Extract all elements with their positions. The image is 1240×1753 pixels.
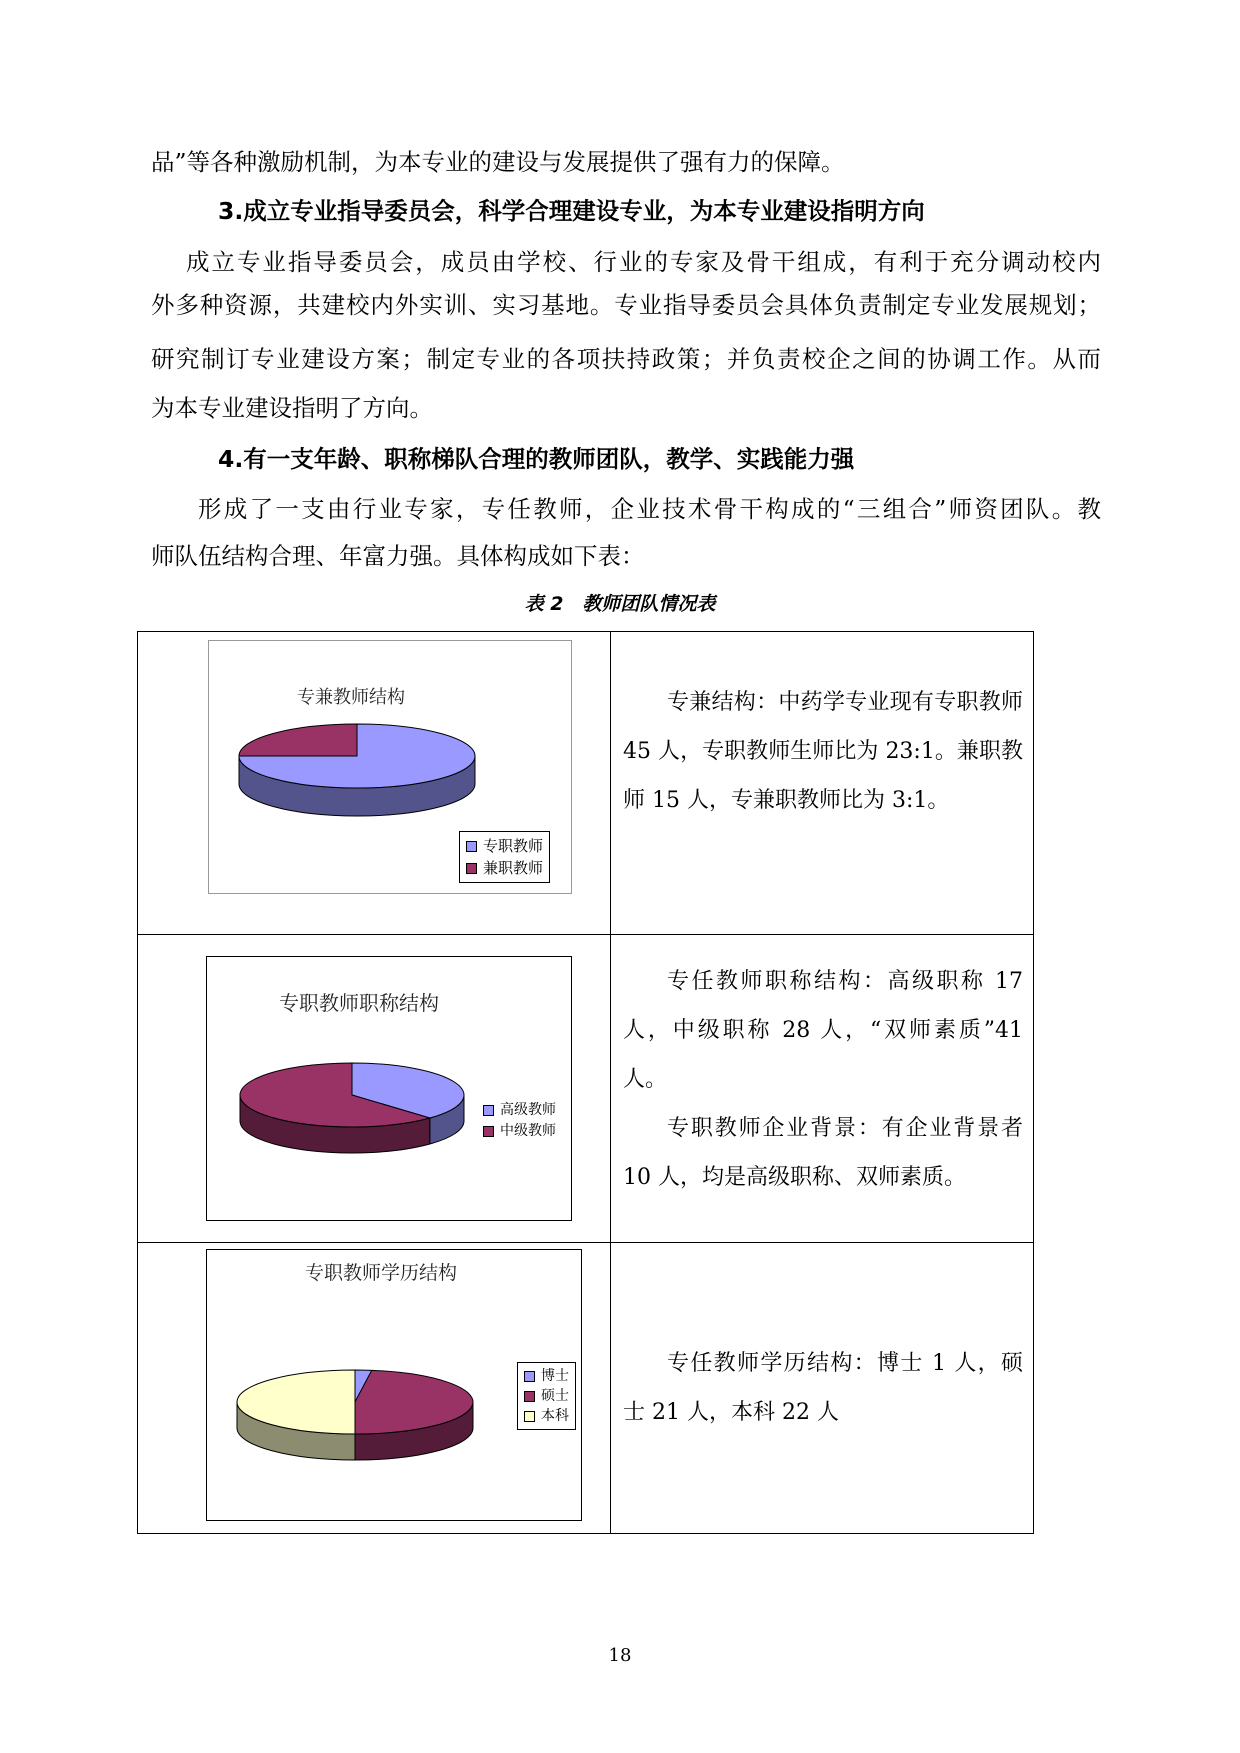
paragraph-line: 成立专业指导委员会，成员由学校、行业的专家及骨干组成，有利于充分调动校内: [186, 248, 1101, 276]
pie-chart-2: [207, 957, 571, 1220]
legend-label: 本科: [541, 1408, 569, 1424]
pie-slice-兼职教师: [239, 724, 357, 756]
chart-cell-2: [138, 935, 611, 1243]
cell-paragraph: 专职教师企业背景：有企业背景者 10 人，均是高级职称、双师素质。: [623, 1116, 1023, 1190]
chart-legend: [517, 1362, 576, 1430]
legend-label: 博士: [541, 1368, 569, 1384]
text-cell-1: [611, 632, 1034, 935]
legend-swatch: [524, 1391, 535, 1402]
legend-item: [483, 1121, 556, 1142]
legend-item: [524, 1366, 569, 1386]
chart-legend: [459, 831, 550, 883]
legend-label: 中级教师: [500, 1123, 556, 1139]
table-row: [138, 632, 1034, 935]
legend-swatch: [524, 1371, 535, 1382]
legend-item: [483, 1100, 556, 1121]
legend-swatch: [466, 841, 477, 852]
cell-paragraph: 专任教师学历结构：博士 1 人，硕士 21 人，本科 22 人: [623, 1351, 1023, 1425]
chart-frame: [206, 1249, 582, 1521]
legend-item: [524, 1406, 569, 1426]
legend-label: 高级教师: [500, 1102, 556, 1118]
chart-legend: [477, 1097, 562, 1145]
table-row: [138, 1243, 1034, 1534]
legend-label: 专职教师: [483, 837, 544, 855]
chart-frame: [206, 956, 572, 1221]
legend-item: [466, 835, 543, 857]
cell-paragraph: 专任教师职称结构：高级职称 17 人，中级职称 28 人，“双师素质”41 人。: [623, 969, 1023, 1092]
paragraph-line: 师队伍结构合理、年富力强。具体构成如下表：: [151, 542, 645, 570]
chart-title: 专职教师学历结构: [305, 1262, 458, 1284]
legend-swatch: [483, 1126, 494, 1137]
chart-title: 专兼教师结构: [297, 687, 405, 708]
legend-label: 兼职教师: [483, 859, 544, 877]
section-heading-4: 4.有一支年龄、职称梯队合理的教师团队，教学、实践能力强: [218, 445, 855, 473]
legend-swatch: [483, 1105, 494, 1116]
paragraph-line: 形成了一支由行业专家，专任教师，企业技术骨干构成的“三组合”师资团队。教: [198, 495, 1101, 523]
teacher-team-table: [137, 631, 1034, 1534]
cell-paragraph: 专兼结构：中药学专业现有专职教师 45 人，专职教师生师比为 23:1。兼职教师 15 人，专兼职教师比为 3:1。: [623, 690, 1023, 813]
chart-cell-1: [138, 632, 611, 935]
text-cell-2: [611, 935, 1034, 1243]
legend-swatch: [524, 1411, 535, 1422]
legend-item: [466, 857, 543, 879]
paragraph-line: 品”等各种激励机制，为本专业的建设与发展提供了强有力的保障。: [151, 148, 845, 176]
legend-label: 硕士: [541, 1388, 569, 1404]
paragraph-line: 外多种资源，共建校内外实训、实习基地。专业指导委员会具体负责制定专业发展规划；: [151, 291, 1101, 319]
chart-cell-3: [138, 1243, 611, 1534]
legend-item: [524, 1386, 569, 1406]
chart-frame: [208, 640, 572, 894]
table-caption: 表 2 教师团队情况表: [524, 593, 716, 615]
section-heading-3: 3.成立专业指导委员会，科学合理建设专业，为本专业建设指明方向: [218, 197, 925, 225]
legend-swatch: [466, 863, 477, 874]
chart-title: 专职教师职称结构: [279, 991, 439, 1015]
page-number: 18: [608, 1645, 632, 1666]
table-row: [138, 935, 1034, 1243]
paragraph-line: 研究制订专业建设方案；制定专业的各项扶持政策；并负责校企之间的协调工作。从而: [151, 345, 1101, 373]
paragraph-line: 为本专业建设指明了方向。: [151, 394, 433, 422]
text-cell-3: [611, 1243, 1034, 1534]
